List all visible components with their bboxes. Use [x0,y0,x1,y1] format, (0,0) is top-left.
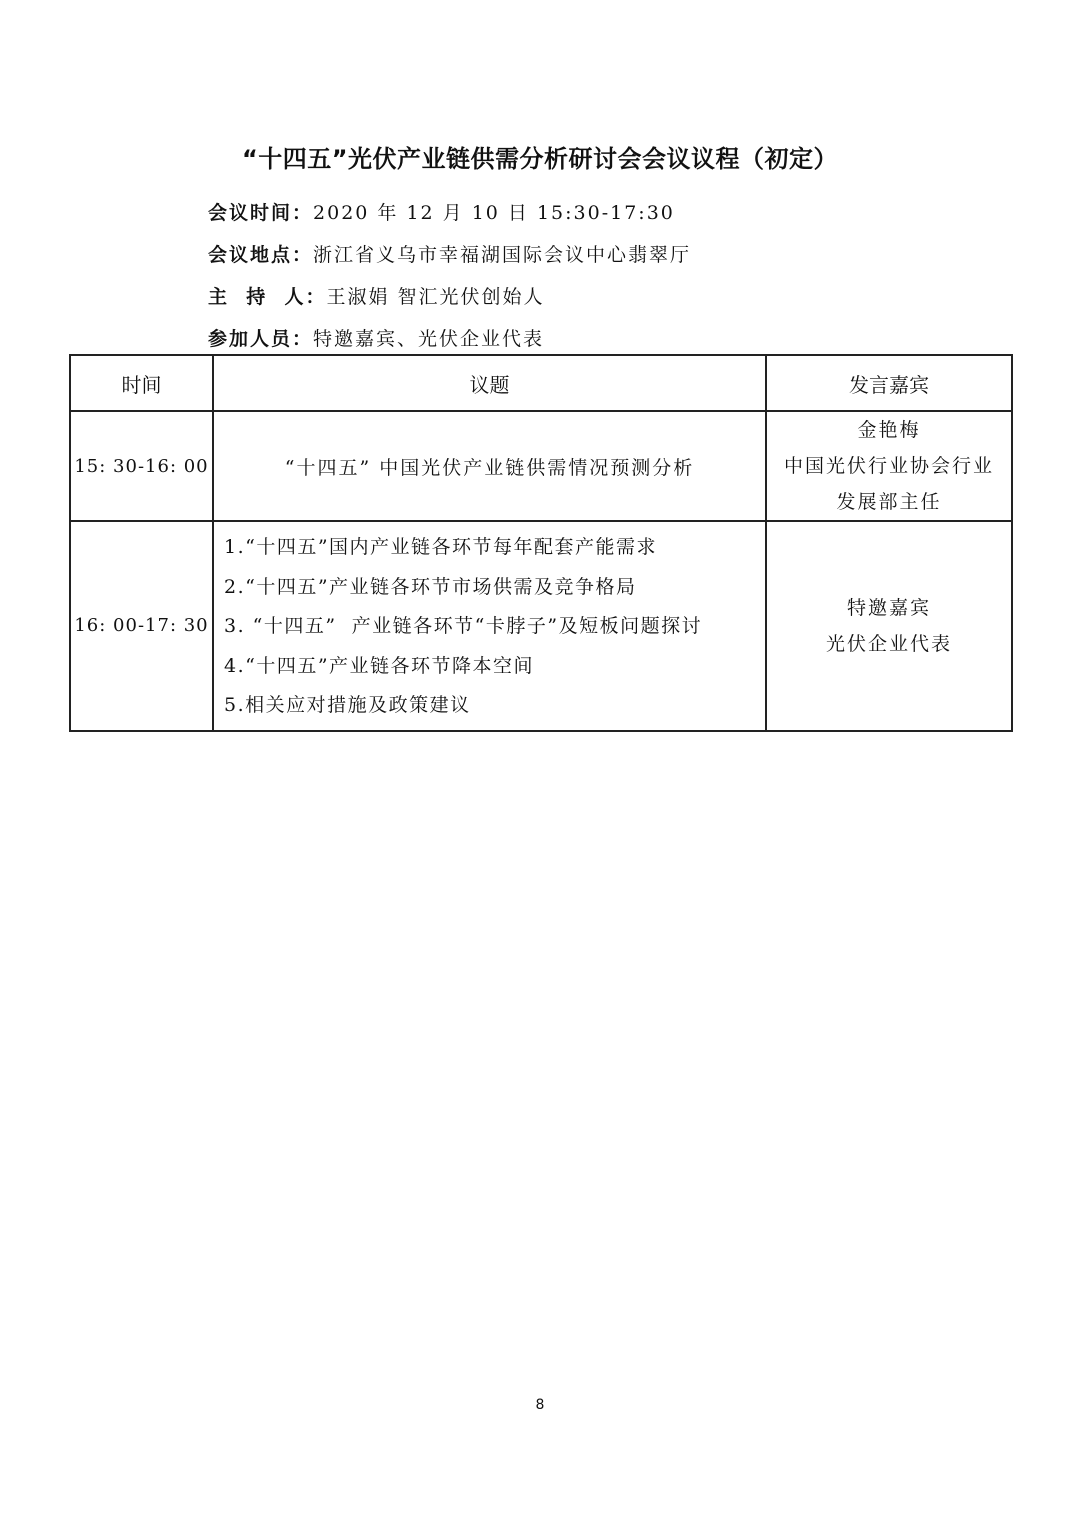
list-item: 2.“十四五”产业链各环节市场供需及竞争格局 [224,575,637,598]
row-speaker [766,521,1012,731]
speaker-title-line: 中国光伏行业协会行业 [783,455,994,477]
meeting-venue [208,241,691,269]
meeting-venue-label: 会议地点： [208,244,314,266]
row-time: 15: 30-16: 00 [70,411,213,521]
agenda-header-row [70,355,1012,411]
header-time: 时间 [70,355,213,411]
table-row [70,411,1012,521]
row-speaker [766,411,1012,521]
meeting-host-value: 王淑娟 智汇光伏创始人 [326,286,545,308]
speaker-name: 金艳梅 [857,419,921,441]
meeting-attendees-label: 参加人员： [208,328,314,350]
agenda-table [69,354,1013,732]
speaker-line: 特邀嘉宾 [846,596,931,619]
list-item: 3. “十四五” 产业链各环节“卡脖子”及短板问题探讨 [224,615,703,637]
header-topic: 议题 [213,355,766,411]
list-item: 5.相关应对措施及政策建议 [224,694,471,716]
meeting-time [208,199,675,227]
meeting-attendees-value: 特邀嘉宾、光伏企业代表 [313,328,545,350]
list-item: 4.“十四五”产业链各环节降本空间 [224,654,535,677]
topic-list [214,522,765,730]
meeting-host [208,283,545,311]
row-time: 16: 00-17: 30 [70,521,213,731]
header-speaker: 发言嘉宾 [766,355,1012,411]
speaker-line: 光伏企业代表 [825,632,952,655]
row-topic-list-cell [213,521,766,731]
meeting-attendees [208,325,544,353]
list-item: 1.“十四五”国内产业链各环节每年配套产能需求 [224,536,658,558]
meeting-host-label: 主 持 人： [208,286,327,308]
meeting-time-label: 会议时间： [208,202,314,224]
meeting-venue-value: 浙江省义乌市幸福湖国际会议中心翡翠厅 [313,244,692,266]
row-topic: “十四五” 中国光伏产业链供需情况预测分析 [213,411,766,521]
page-title: “十四五”光伏产业链供需分析研讨会会议议程（初定） [241,145,839,173]
page-number: 8 [535,1397,545,1413]
speaker-title-line: 发展部主任 [836,491,942,513]
table-row [70,521,1012,731]
meeting-time-value: 2020 年 12 月 10 日 15:30-17:30 [313,202,675,224]
